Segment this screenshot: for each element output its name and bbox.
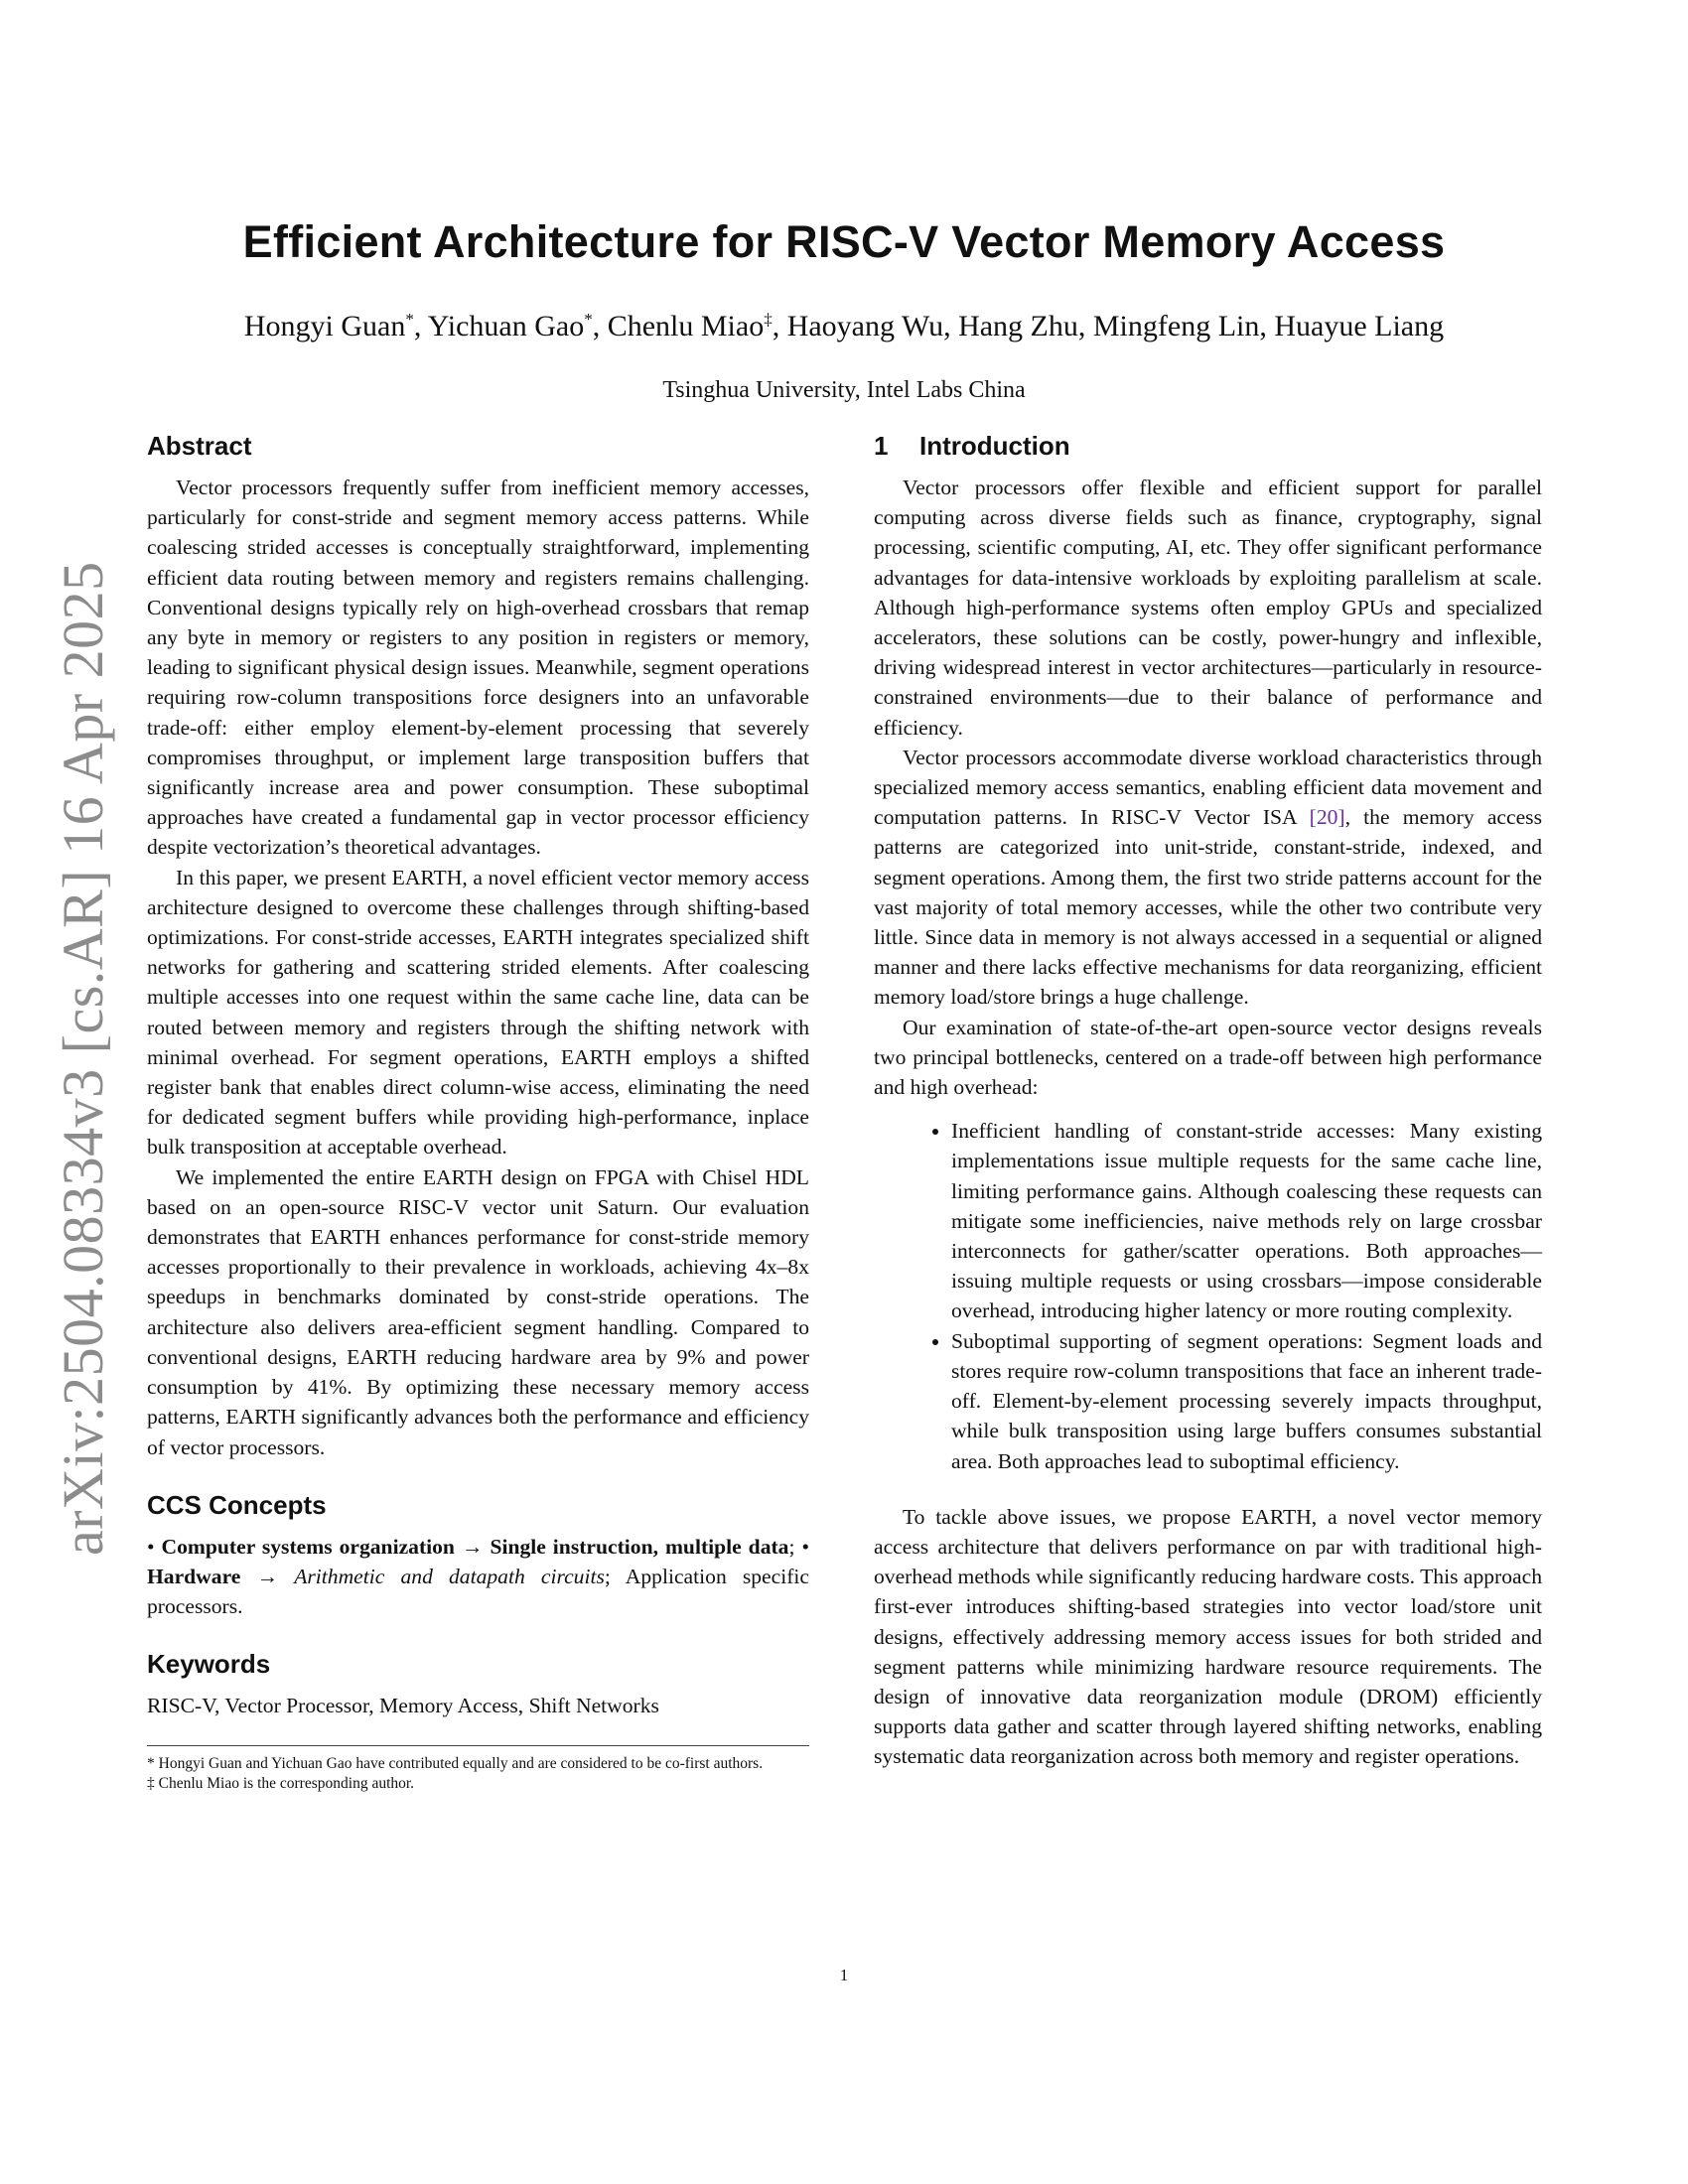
page-number: 1 xyxy=(839,1966,849,1984)
abstract-paragraph-1: Vector processors frequently suffer from inefficient memory accesses, particularly for const-stride and segment memory access patterns. While coalescing strided accesses is conceptually straightforward, implementing efficient data routing between memory and registers remains challenging. Conventional designs typically rely on high-overhead crossbars that remap any byte in memory or registers to any position in registers or memory, leading to significant physical design issues. Meanwhile, segment operations requiring row-column transpositions force designers into an unfavorable trade-off: either employ element-by-element processing that severely compromises throughput, or implement large transposition buffers that significantly increase area and power consumption. These suboptimal approaches have created a fundamental gap in vector processor efficiency despite vectorization’s theoretical advantages. xyxy=(147,476,809,860)
author-1-mark: * xyxy=(405,310,414,329)
ccs-concept-2-sub: Arithmetic and datapath circuits xyxy=(294,1564,605,1588)
intro-paragraph-4: To tackle above issues, we propose EARTH, a novel vector memory access architecture that delivers performance on par with traditional high-overhead methods while significantly reducing hardware costs. This approach first-ever introduces shifting-based strategies into vector load/store unit designs, effectively addressing memory access issues for both strided and segment patterns while minimizing hardware resource requirements. The design of innovative data reorganization module (DROM) efficiently supports data gather and scatter through layered shifting networks, enabling systematic data reorganization across both memory and register operations. xyxy=(874,1504,1543,1769)
bottleneck-list xyxy=(874,1116,1542,1475)
section-number: 1 xyxy=(874,431,889,461)
author-2: , Yichuan Gao xyxy=(413,310,585,342)
list-item: • Suboptimal supporting of segment operations: Segment loads and stores require row-column transpositions that face an inherent trade-off. Element-by-element processing severely impacts throughput, while bulk transposition using large buffers consumes substantial area. Both approaches lead to suboptimal efficiency. xyxy=(951,1326,1542,1476)
section-title: Introduction xyxy=(919,431,1070,461)
intro-paragraph-2: Vector processors accommodate diverse workload characteristics through specialized memory access semantics, enabling efficient data movement and computation patterns. In RISC-V Vector ISA [20], the memory access patterns are categorized into unit-stride, constant-stride, indexed, and segment operations. Among them, the first two stride patterns account for the vast majority of total memory accesses, while the other two contribute very little. Since data in memory is not always accessed in a sequential or aligned manner and there lacks effective mechanisms for data reorganizing, efficient memory load/store brings a huge challenge. xyxy=(874,745,1542,1010)
paper-title: Efficient Architecture for RISC-V Vector Memory Access xyxy=(242,216,1446,267)
author-1: Hongyi Guan xyxy=(243,310,406,342)
list-item: • Inefficient handling of constant-stride accesses: Many existing implementations issue multiple requests for the same cache line, limiting performance gains. Although coalescing these requests can mitigate some inefficiencies, naive methods rely on large crossbar interconnects for gather/scatter operations. Both approaches—issuing multiple requests or using crossbars—impose considerable overhead, introducing higher latency or more routing complexity. xyxy=(951,1116,1542,1325)
abstract-paragraph-3: We implemented the entire EARTH design on FPGA with Chisel HDL based on an open-source RISC-V vector unit Saturn. Our evaluation demonstrates that EARTH enhances performance for const-stride memory accesses proportionally to their prevalence in workloads, achieving 4x–8x speedups in benchmarks dominated by const-stride operations. The architecture also delivers area-efficient segment handling. Compared to conventional designs, EARTH reducing hardware area by 9% and power consumption by 41%. By optimizing these necessary memory access patterns, EARTH significantly advances both the performance and efficiency of vector processors. xyxy=(147,1164,809,1459)
left-column xyxy=(147,429,809,1794)
author-2-mark: * xyxy=(584,310,593,329)
arxiv-stamp: arXiv:2504.08334v3 [cs.AR] 16 Apr 2025 xyxy=(51,561,115,1556)
intro-paragraph-3: Our examination of state-of-the-art open-source vector designs reveals two principal bottlenecks, centered on a trade-off between high performance and high overhead: xyxy=(874,1015,1542,1100)
footnote-rule xyxy=(147,1745,809,1746)
intro-paragraph-1: Vector processors offer flexible and efficient support for parallel computing across diverse fields such as finance, cryptography, signal processing, scientific computing, AI, etc. They offer significant performance advantages for data-intensive workloads by exploiting parallelism at scale. Although high-performance systems often employ GPUs and specialized accelerators, these solutions can be costly, power-hungry and inflexible, driving widespread interest in vector architectures—particularly in resource-constrained environments—due to their balance of performance and efficiency. xyxy=(874,476,1542,740)
ccs-text: • Computer systems organization → Single instruction, multiple data; • Hardware → Arithmetic and datapath circuits; Application specific processors. xyxy=(147,1534,810,1619)
author-list xyxy=(0,310,1688,343)
keywords-text: RISC-V, Vector Processor, Memory Access, Shift Networks xyxy=(147,1694,659,1718)
keywords-heading: Keywords xyxy=(147,1649,271,1680)
ccs-concept-2: Hardware xyxy=(147,1564,241,1588)
right-column xyxy=(874,429,1542,1772)
introduction-heading xyxy=(874,429,1542,463)
footnote-2: ‡ Chenlu Miao is the corresponding author. xyxy=(147,1774,415,1792)
citation-link[interactable]: [20] xyxy=(1309,805,1345,830)
abstract-heading: Abstract xyxy=(147,431,252,461)
author-3-mark: ‡ xyxy=(764,310,773,329)
abstract-paragraph-2: In this paper, we present EARTH, a novel efficient vector memory access architecture designed to overcome these challenges through shifting-based optimizations. For const-stride accesses, EARTH integrates specialized shift networks for gathering and scattering strided elements. After coalescing multiple accesses into one request within the same cache line, data can be routed between memory and registers through the shifting network with minimal overhead. For segment operations, EARTH employs a shifted register bank that enables direct column-wise access, eliminating the need for dedicated segment buffers while providing high-performance, inplace bulk transposition at acceptable overhead. xyxy=(147,865,809,1160)
other-authors: , Haoyang Wu, Hang Zhu, Mingfeng Lin, Huayue Liang xyxy=(772,310,1445,342)
footnote-1: * Hongyi Guan and Yichuan Gao have contributed equally and are considered to be co-first authors. xyxy=(147,1754,764,1772)
ccs-heading: CCS Concepts xyxy=(147,1489,327,1520)
author-3: , Chenlu Miao xyxy=(592,310,765,342)
affiliation: Tsinghua University, Intel Labs China xyxy=(662,377,1026,403)
ccs-concept-1: Computer systems organization → Single instruction, multiple data xyxy=(161,1534,789,1559)
